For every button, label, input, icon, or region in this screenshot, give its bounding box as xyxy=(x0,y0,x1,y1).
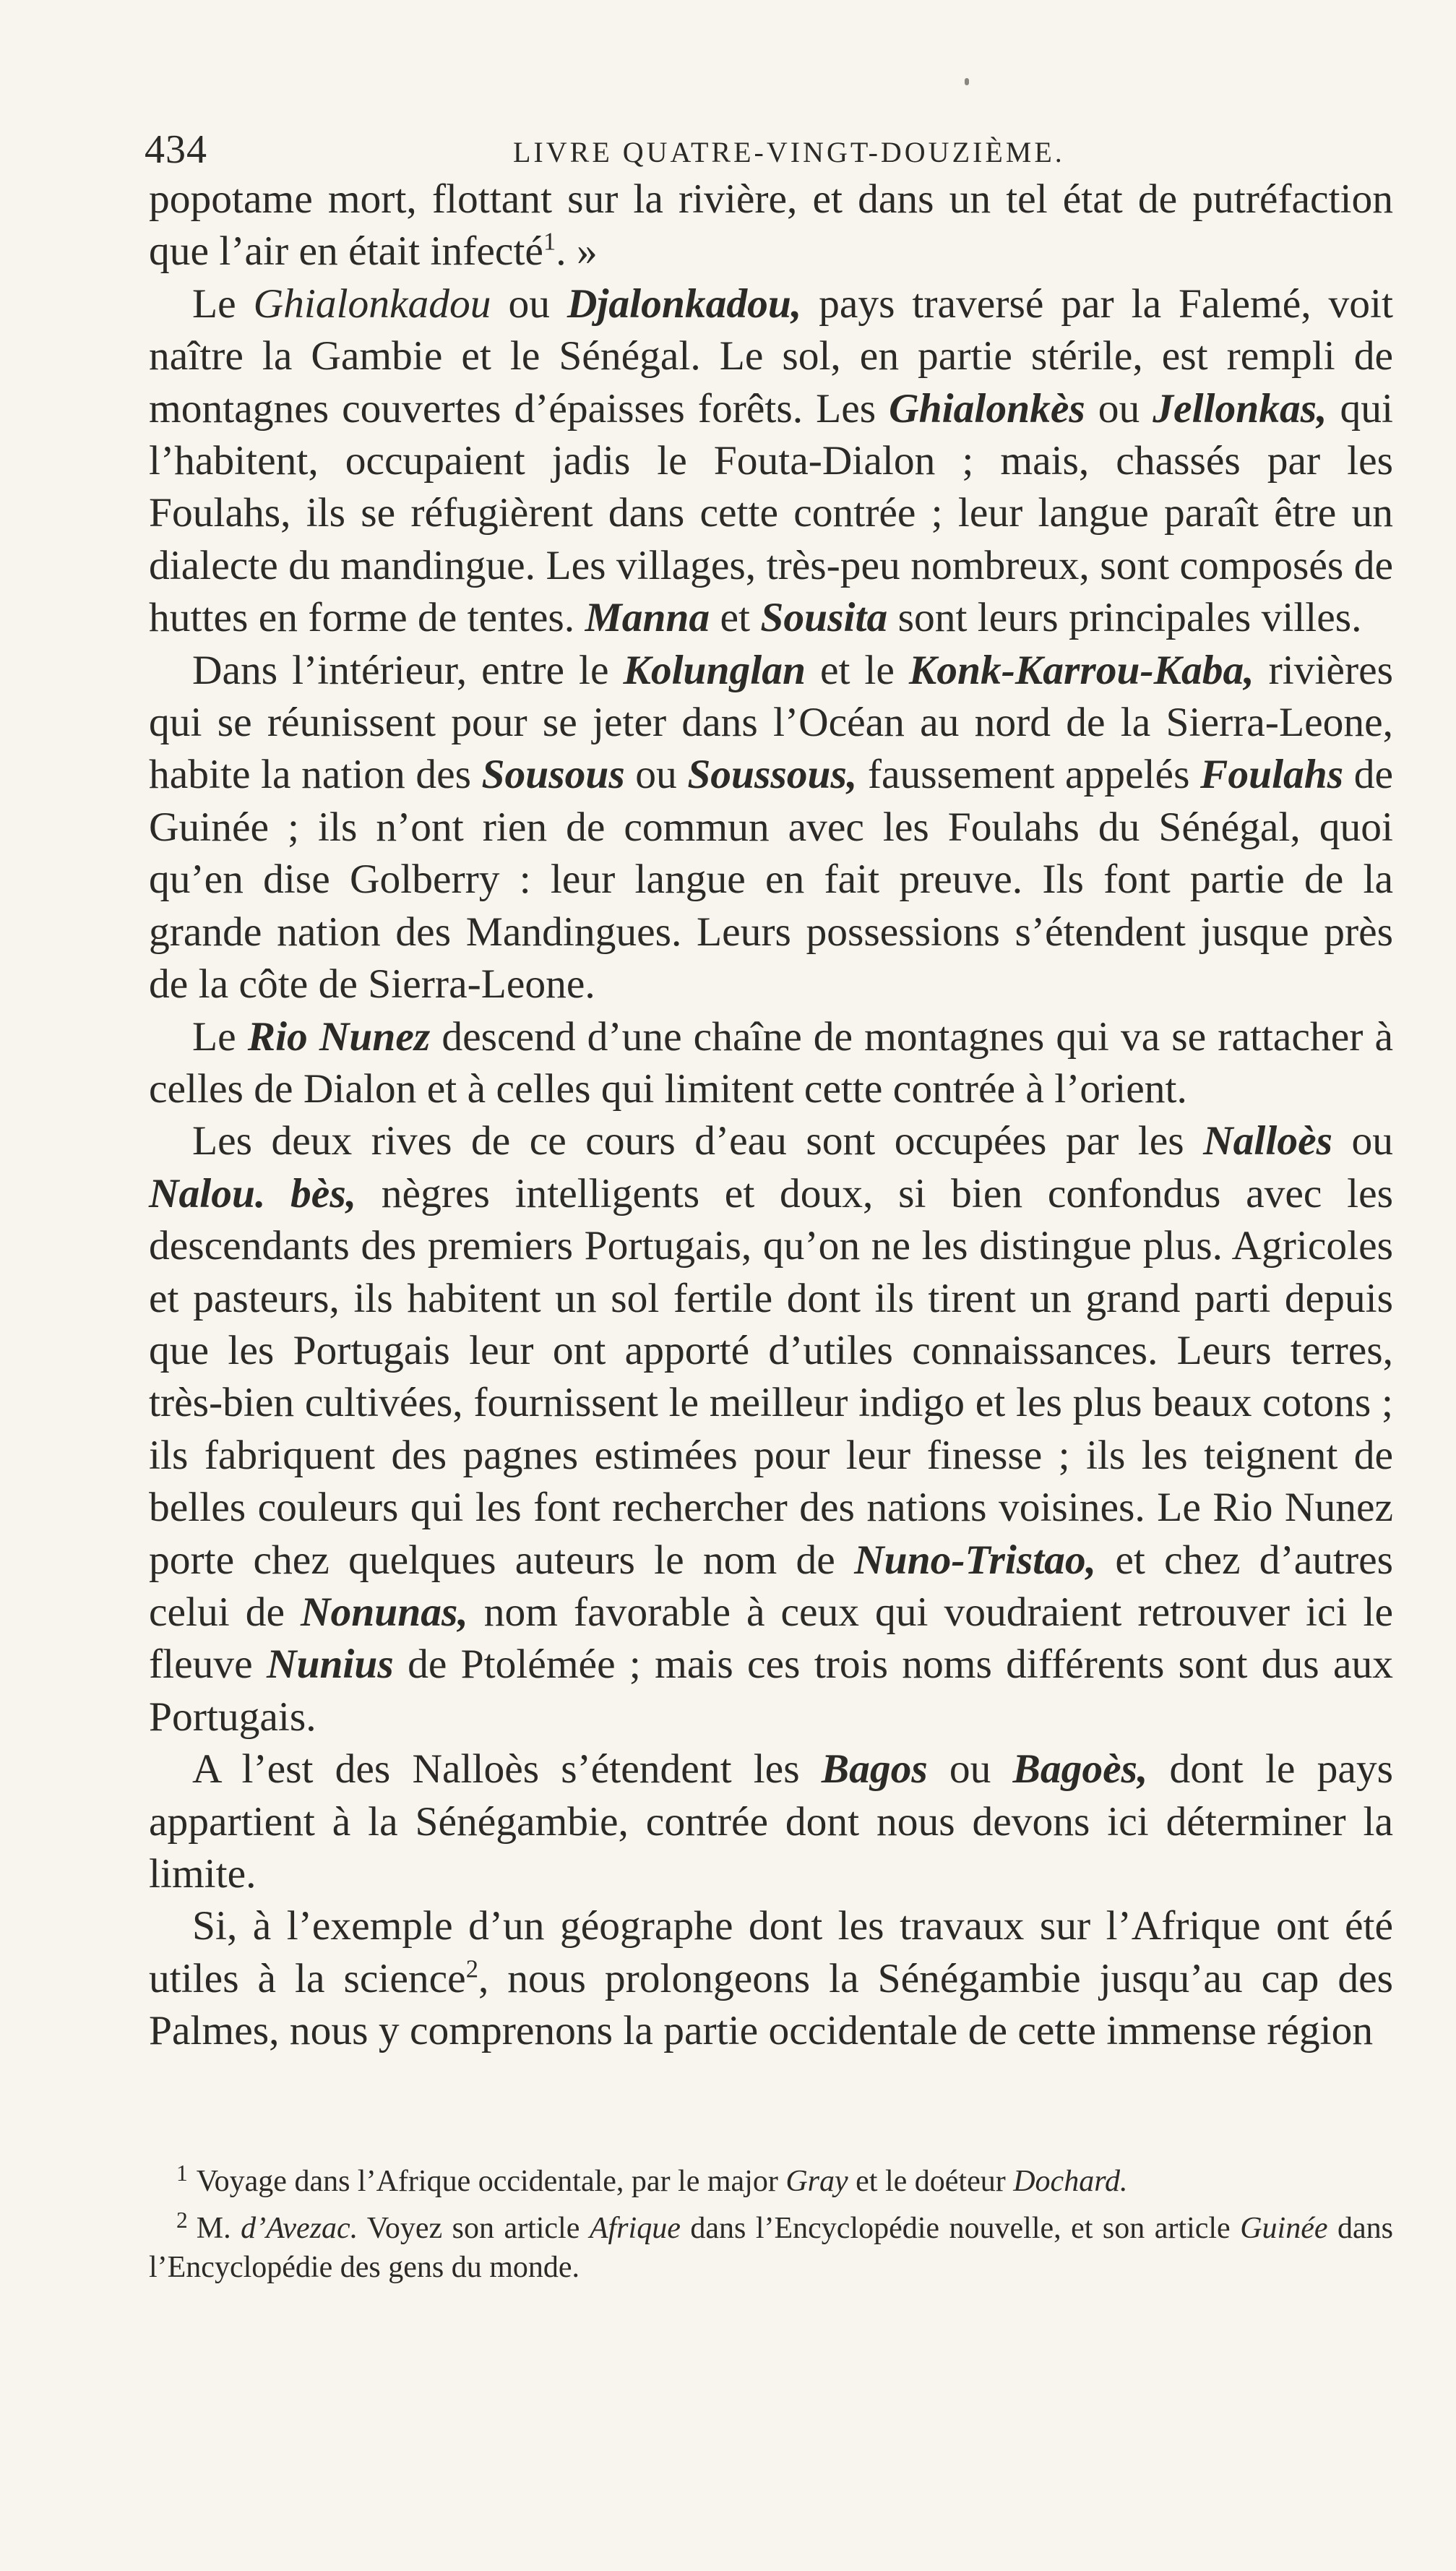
people-name: Sousous xyxy=(481,752,625,798)
paragraph-5 xyxy=(149,1115,1393,1743)
text-run: ou xyxy=(491,280,567,327)
text-run: Le xyxy=(192,1013,248,1060)
paragraph-4 xyxy=(149,1011,1393,1116)
footnote-mark: 1 xyxy=(176,2160,188,2186)
author-name: Gray xyxy=(785,2165,848,2199)
text-run: et le doéteur xyxy=(848,2165,1014,2199)
text-run: , nous prolongeons la Sénégambie jusqu’au cap des Palmes, nous y comprenons la partie occidentale de cette immense région xyxy=(149,1955,1394,2054)
text-run: Voyage dans l’Afrique occidentale, par le major xyxy=(196,2165,786,2199)
footnote-1 xyxy=(149,2154,1393,2201)
place-name: Ghialonkadou xyxy=(253,280,491,327)
footnotes xyxy=(149,2154,1393,2287)
people-name: Foulahs xyxy=(1200,752,1344,798)
footnote-mark: 2 xyxy=(176,2207,188,2233)
text-run: nègres intelligents et doux, si bien confondus avec les descendants des premiers Portugais, qu’on ne les distingue plus. Agricoles et pasteurs, ils habitent un sol fertile dont ils tirent un grand parti depuis que les Portugais leur ont apporté d’utiles connaissances. Leurs terres, très-bien cultivées, fournissent le meilleur indigo et les plus beaux cotons ; ils fabriquent des pagnes estimées pour leur finesse ; ils les teignent de belles couleurs qui les font rechercher des nations voisines. Le Rio Nunez porte chez quelques auteurs le nom de xyxy=(149,1170,1393,1583)
text-run: popotame mort, flottant sur la rivière, et dans un tel état de putréfaction que l’air en était infecté xyxy=(149,176,1393,275)
article-title: Afrique xyxy=(589,2212,681,2246)
text-run: dans l’Encyclopédie des gens du monde. xyxy=(149,2212,1393,2285)
body-text xyxy=(149,173,1393,2058)
text-run: et xyxy=(710,595,761,641)
footnote-ref-2[interactable]: 2 xyxy=(465,1955,478,1983)
text-run: dans l’Encyclopédie nouvelle, et son article xyxy=(680,2212,1241,2246)
text-run: ou xyxy=(1085,385,1153,432)
people-name: Ghialonkès xyxy=(889,385,1085,432)
text-run: ou xyxy=(1332,1118,1393,1164)
text-run: Voyez son article xyxy=(358,2212,590,2246)
town-name: Manna xyxy=(585,595,710,641)
text-run: de Guinée ; ils n’ont rien de commun avec les Foulahs du Sénégal, quoi qu’en dise Golberry : leur langue en fait preuve. Ils font partie de la grande nation des Mandingues. Leurs possessions s’étendent jusque près de la côte de Sierra-Leone. xyxy=(149,752,1393,1008)
people-name: Bagoès, xyxy=(1012,1746,1148,1793)
town-name: Sousita xyxy=(760,595,888,641)
text-run: Le xyxy=(192,280,254,327)
text-run: Les deux rives de ce cours d’eau sont occupées par les xyxy=(192,1118,1204,1164)
people-name: Jellonkas, xyxy=(1153,385,1327,432)
footnote-2 xyxy=(149,2201,1393,2287)
text-run: ou xyxy=(927,1746,1013,1793)
river-name: Nonunas, xyxy=(301,1589,468,1635)
place-name: Djalonkadou, xyxy=(567,280,802,327)
text-run: de Ptolémée ; mais ces trois noms différents sont dus aux Portugais. xyxy=(149,1641,1393,1740)
text-run: qui l’habitent, occupaient jadis le Fouta-Dialon ; mais, chassés par les Foulahs, ils se réfugièrent dans cette contrée ; leur langue paraît être un dialecte du mandingue. Les villages, très-peu nombreux, sont composés de huttes en forme de tentes. xyxy=(149,385,1393,641)
text-run: . » xyxy=(556,228,598,275)
people-name: Nalou. bès, xyxy=(149,1170,357,1216)
text-run: M. xyxy=(196,2212,241,2246)
river-name: Konk-Karrou-Kaba, xyxy=(908,647,1254,693)
paragraph-6 xyxy=(149,1743,1393,1900)
text-run: faussement appelés xyxy=(857,752,1200,798)
people-name: Nalloès xyxy=(1203,1118,1333,1164)
text-run: ou xyxy=(624,752,688,798)
text-run: Si, à l’exemple d’un géographe dont les travaux sur l’Afrique ont été utiles à la science xyxy=(149,1903,1393,2001)
text-run: nom favorable à ceux qui voudraient retrouver ici le fleuve xyxy=(149,1589,1394,1688)
paragraph-3 xyxy=(149,645,1393,1011)
paragraph-1 xyxy=(149,173,1393,278)
paragraph-7 xyxy=(149,1900,1393,2057)
river-name: Rio Nunez xyxy=(247,1013,431,1060)
page-number: 434 xyxy=(145,127,207,172)
river-name: Nuno-Tristao, xyxy=(854,1537,1097,1583)
text-run: pays traversé par la Falemé, voit naître la Gambie et le Sénégal. Le sol, en partie stérile, est rempli de montagnes couvertes d’épaisses forêts. Les xyxy=(149,280,1393,432)
river-name: Kolunglan xyxy=(623,647,806,693)
text-run: rivières qui se réunissent pour se jeter dans l’Océan au nord de la Sierra-Leone, habite la nation des xyxy=(149,647,1394,798)
people-name: Soussous, xyxy=(687,752,858,798)
article-title: Guinée xyxy=(1240,2212,1328,2246)
text-run: descend d’une chaîne de montagnes qui va se rattacher à celles de Dialon et à celles qui limitent cette contrée à l’orient. xyxy=(149,1013,1393,1112)
river-name: Nunius xyxy=(266,1641,394,1688)
author-name: d’Avezac. xyxy=(241,2212,358,2246)
text-run: et le xyxy=(805,647,909,693)
author-name: Dochard. xyxy=(1013,2165,1128,2199)
paragraph-2 xyxy=(149,278,1393,645)
footnote-ref-1[interactable]: 1 xyxy=(543,228,556,256)
text-run: A l’est des Nalloès s’étendent les xyxy=(192,1746,822,1793)
text-run: sont leurs principales villes. xyxy=(887,595,1362,641)
text-run: Dans l’intérieur, entre le xyxy=(192,647,624,693)
text-run: et chez d’autres celui de xyxy=(149,1537,1393,1635)
printer-mark xyxy=(965,78,969,85)
people-name: Bagos xyxy=(821,1746,928,1793)
text-run: dont le pays appartient à la Sénégambie, contrée dont nous devons ici déterminer la limite. xyxy=(149,1746,1393,1897)
running-head: LIVRE QUATRE-VINGT-DOUZIÈME. xyxy=(513,136,1065,168)
